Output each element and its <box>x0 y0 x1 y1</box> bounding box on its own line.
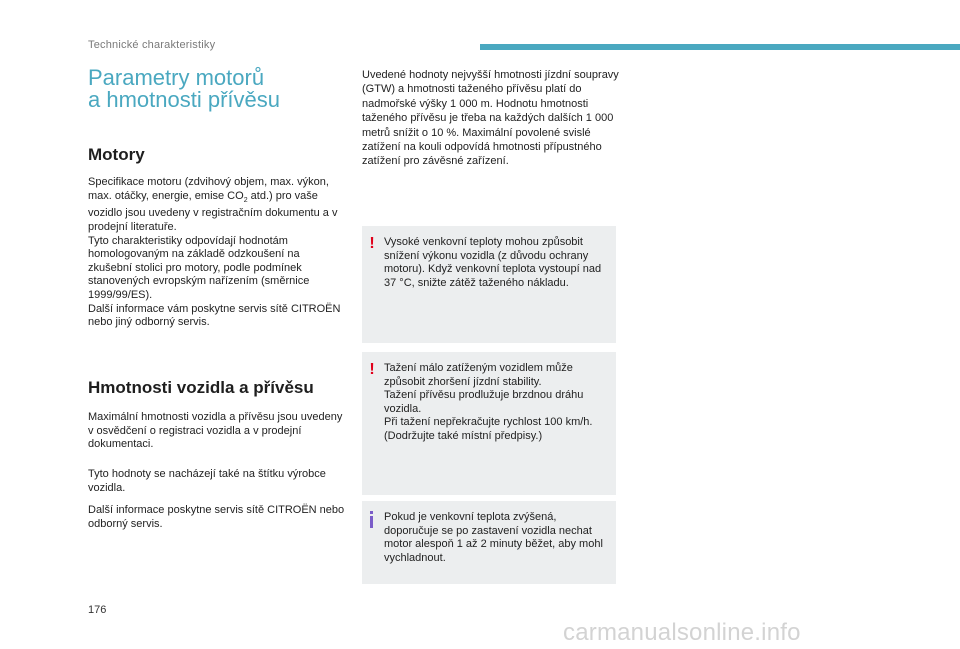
warning-icon: ! <box>369 361 375 378</box>
weights-paragraph-2: Tyto hodnoty se nacházejí také na štítku výrobce vozidla. <box>88 468 326 494</box>
page-title <box>88 67 348 111</box>
section-label: Technické charakteristiky <box>88 39 216 51</box>
motors-paragraph-2: Tyto charakteristiky odpovídají hodnotám homologovaným na základě odzkoušení na zkušební stolici pro motory, podle podmínek stanovených evropským nařízením (směrnice 1999/99/ES). <box>88 234 310 301</box>
watermark: carmanualsonline.info <box>563 619 801 646</box>
header-accent-bar <box>480 44 960 50</box>
weights-heading: Hmotnosti vozidla a přívěsu <box>88 378 314 397</box>
motors-heading: Motory <box>88 145 145 164</box>
warning-box-towing <box>362 352 616 495</box>
motors-text <box>88 176 346 330</box>
warning-box-temperature <box>362 226 616 343</box>
warning-text-temperature: Vysoké venkovní teploty mohou způsobit snížení výkonu vozidla (z důvodu ochrany motoru). Když venkovní teplota vystoupí nad 37 °C, snižte zátěž taženého nákladu. <box>384 236 602 289</box>
info-icon <box>368 511 376 529</box>
info-text-cooling: Pokud je venkovní teplota zvýšená, doporučuje se po zastavení vozidla nechat motor alespoň 1 až 2 minuty běžet, aby mohl vychladnout. <box>384 511 603 564</box>
info-box-cooling <box>362 501 616 584</box>
page-title-line1: Parametry motorů <box>88 65 265 90</box>
warning-icon: ! <box>369 235 375 252</box>
warning-towing-line-1: Tažení málo zatíženým vozidlem může způsobit zhoršení jízdní stability. <box>384 362 573 388</box>
page-number: 176 <box>88 604 107 616</box>
warning-towing-line-2: Tažení přívěsu prodlužuje brzdnou dráhu vozidla. <box>384 389 584 415</box>
weights-paragraph-1: Maximální hmotnosti vozidla a přívěsu jsou uvedeny v osvědčení o registraci vozidla a v prodejní dokumentaci. <box>88 411 343 451</box>
weights-paragraph-3: Další informace poskytne servis sítě CITROËN nebo odborný servis. <box>88 504 345 530</box>
right-intro-text: Uvedené hodnoty nejvyšší hmotnosti jízdní soupravy (GTW) a hmotnosti taženého přívěsu platí do nadmořské výšky 1 000 m. Hodnotu hmotnosti taženého přívěsu je třeba na každých dalších 1 000 metrů snížit o 10 %. Maximální povolené svislé zatížení na kouli odpovídá hmotnosti přípustného zatížení pro závěsné zařízení. <box>362 69 619 168</box>
warning-text-towing <box>384 362 612 444</box>
page-title-line2: a hmotnosti přívěsu <box>88 87 280 112</box>
motors-paragraph-1: Specifikace motoru (zdvihový objem, max. výkon, max. otáčky, energie, emise $CO_2$ atd.) pro vaše vozidlo jsou uvedeny v registračním dokumentu a v prodejní literatuře. <box>88 176 338 233</box>
warning-towing-line-3: Při tažení nepřekračujte rychlost 100 km/h. (Dodržujte také místní předpisy.) <box>384 416 593 442</box>
motors-paragraph-3: Další informace vám poskytne servis sítě CITROËN nebo jiný odborný servis. <box>88 302 341 329</box>
